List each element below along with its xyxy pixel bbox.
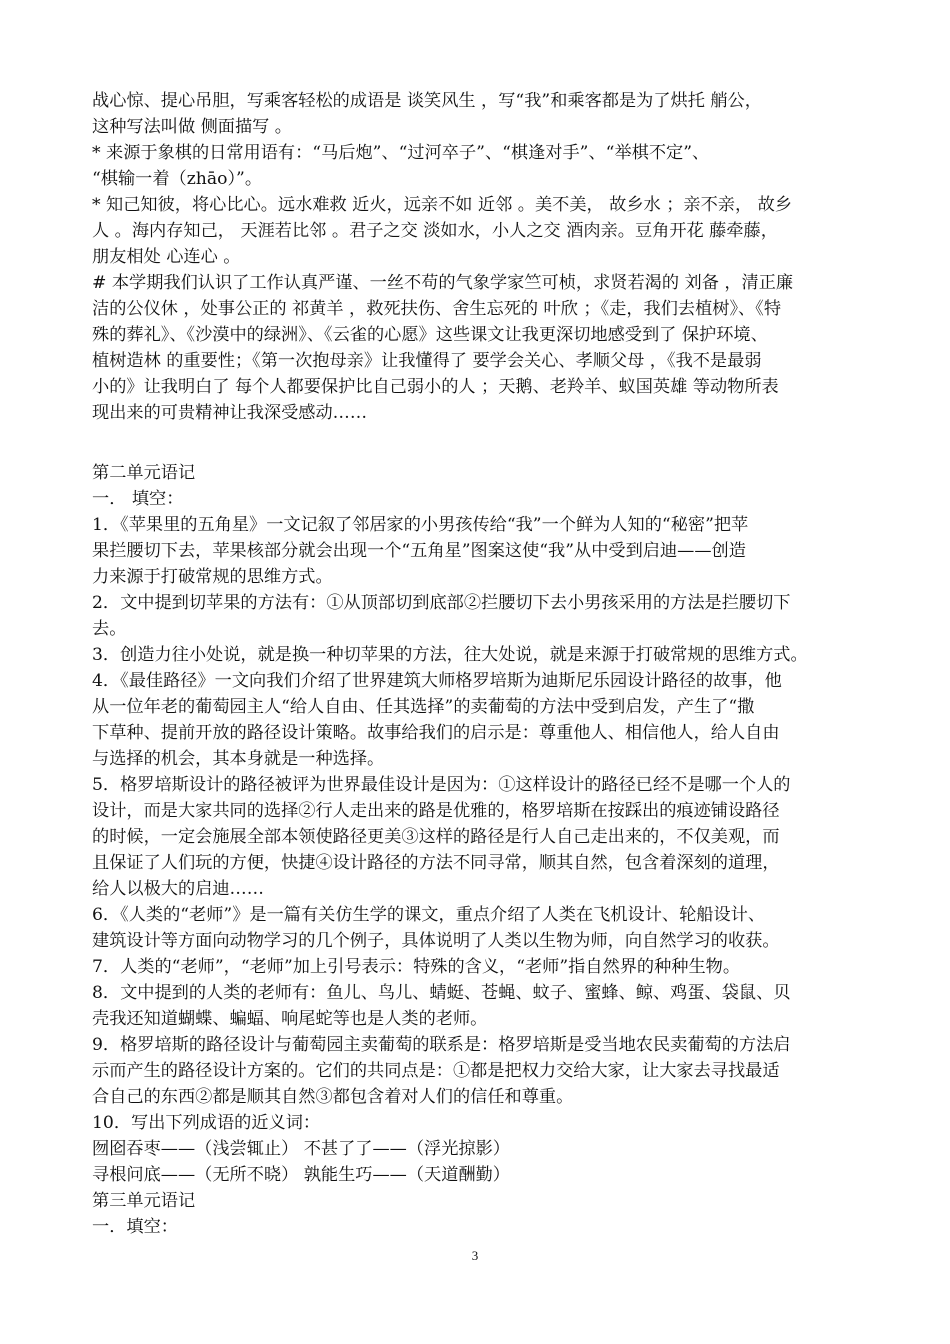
text-line: 的时候，一定会施展全部本领使路径更美③这样的路径是行人自己走出来的，不仅美观，而 <box>92 827 780 847</box>
text-block-unit2 <box>92 460 862 1240</box>
text-line: 现出来的可贵精神让我深受感动…… <box>92 403 368 423</box>
text-line: 小的》让我明白了 每个人都要保护比自己弱小的人 ；天鹅、老羚羊、蚁国英雄 等动物所表 <box>92 377 779 397</box>
text-line: 朋友相处 心连心 。 <box>92 247 241 267</box>
text-line: 这种写法叫做 侧面描写 。 <box>92 117 292 137</box>
text-line: 合自己的东西②都是顺其自然③都包含着对人们的信任和尊重。 <box>92 1087 574 1107</box>
text-line: 2．文中提到切苹果的方法有：①从顶部切到底部②拦腰切下去小男孩采用的方法是拦腰切下 <box>92 593 791 613</box>
text-line: 一．填空： <box>92 1217 178 1237</box>
text-line: 人 。海内存知己， 天涯若比邻 。君子之交 淡如水，小人之交 酒肉亲。豆角开花 藤牵藤， <box>92 221 778 241</box>
text-line: 果拦腰切下去，苹果核部分就会出现一个“五角星”图案这使“我”从中受到启迪——创造 <box>92 541 746 561</box>
text-line: 9．格罗培斯的路径设计与葡萄园主卖葡萄的联系是：格罗培斯是受当地农民卖葡萄的方法启 <box>92 1035 791 1055</box>
text-line: 壳我还知道蝴蝶、蝙蝠、响尾蛇等也是人类的老师。 <box>92 1009 488 1029</box>
text-line: 从一位年老的葡萄园主人“给人自由、任其选择”的卖葡萄的方法中受到启发，产生了“撒 <box>92 697 755 717</box>
document-body <box>92 88 862 1240</box>
text-line: 植树造林 的重要性；《第一次抱母亲》让我懂得了 要学会关心、孝顺父母 ，《我不是最弱 <box>92 351 762 371</box>
text-line: 给人以极大的启迪…… <box>92 879 264 899</box>
text-line: 囫囵吞枣——（浅尝辄止） 不甚了了——（浮光掠影） <box>92 1139 510 1159</box>
text-line: 5．格罗培斯设计的路径被评为世界最佳设计是因为：①这样设计的路径已经不是哪一个人的 <box>92 775 791 795</box>
text-line: 8．文中提到的人类的老师有：鱼儿、鸟儿、蜻蜓、苍蝇、蚊子、蜜蜂、鲸、鸡蛋、袋鼠、贝 <box>92 983 791 1003</box>
text-line: 4．《最佳路径》一文向我们介绍了世界建筑大师格罗培斯为迪斯尼乐园设计路径的故事，他 <box>92 671 782 691</box>
text-line: 10．写出下列成语的近义词： <box>92 1113 321 1133</box>
text-line: 洁的公仪休 ，处事公正的 祁黄羊 ，救死扶伤、舍生忘死的 叶欣 ；《走，我们去植树》、《特 <box>92 299 782 319</box>
text-line: 6．《人类的“老师”》是一篇有关仿生学的课文，重点介绍了人类在飞机设计、轮船设计、 <box>92 905 766 925</box>
text-line: 且保证了人们玩的方便，快捷④设计路径的方法不同寻常，顺其自然，包含着深刻的道理， <box>92 853 780 873</box>
text-line: 3．创造力往小处说，就是换一种切苹果的方法，往大处说，就是来源于打破常规的思维方式。 <box>92 645 808 665</box>
text-line: * 知己知彼，将心比心。远水难救 近火，远亲不如 近邻 。美不美， 故乡水 ；亲不亲， 故乡 <box>92 195 792 215</box>
text-line: 寻根问底——（无所不晓） 孰能生巧——（天道酬勤） <box>92 1165 510 1185</box>
text-line: 第二单元语记 <box>92 463 196 483</box>
text-line: # 本学期我们认识了工作认真严谨、一丝不苟的气象学家竺可桢，求贤若渴的 刘备 ，清正廉 <box>92 273 794 293</box>
text-line: 力来源于打破常规的思维方式。 <box>92 567 333 587</box>
text-line: 殊的葬礼》、《沙漠中的绿洲》、《云雀的心愿》这些课文让我更深切地感受到了 保护环境、 <box>92 325 768 345</box>
text-line: 1．《苹果里的五角星》一文记叙了邻居家的小男孩传给“我”一个鲜为人知的“秘密”把苹 <box>92 515 749 535</box>
text-line: 战心惊、提心吊胆，写乘客轻松的成语是 谈笑风生 ，写“我”和乘客都是为了烘托 艄公， <box>92 91 762 111</box>
text-line: 一． 填空： <box>92 489 184 509</box>
text-block-unit1 <box>92 88 862 426</box>
text-line: 示而产生的路径设计方案的。它们的共同点是：①都是把权力交给大家，让大家去寻找最适 <box>92 1061 780 1081</box>
text-line: 下草种、提前开放的路径设计策略。故事给我们的启示是：尊重他人、相信他人，给人自由 <box>92 723 780 743</box>
text-line: “棋输一着（zhāo）”。 <box>92 169 263 189</box>
text-line: 去。 <box>92 619 127 639</box>
page-number: 3 <box>471 1248 479 1263</box>
text-line: 与选择的机会，其本身就是一种选择。 <box>92 749 385 769</box>
blank-gap <box>92 426 862 460</box>
text-line: 设计，而是大家共同的选择②行人走出来的路是优雅的，格罗培斯在按踩出的痕迹铺设路径 <box>92 801 780 821</box>
text-line: * 来源于象棋的日常用语有：“马后炮”、“过河卒子”、“棋逢对手”、“举棋不定”、 <box>92 143 710 163</box>
text-line: 建筑设计等方面向动物学习的几个例子，具体说明了人类以生物为师，向自然学习的收获。 <box>92 931 780 951</box>
text-line: 7．人类的“老师”，“老师”加上引号表示：特殊的含义，“老师”指自然界的种种生物。 <box>92 957 741 977</box>
text-line: 第三单元语记 <box>92 1191 196 1211</box>
